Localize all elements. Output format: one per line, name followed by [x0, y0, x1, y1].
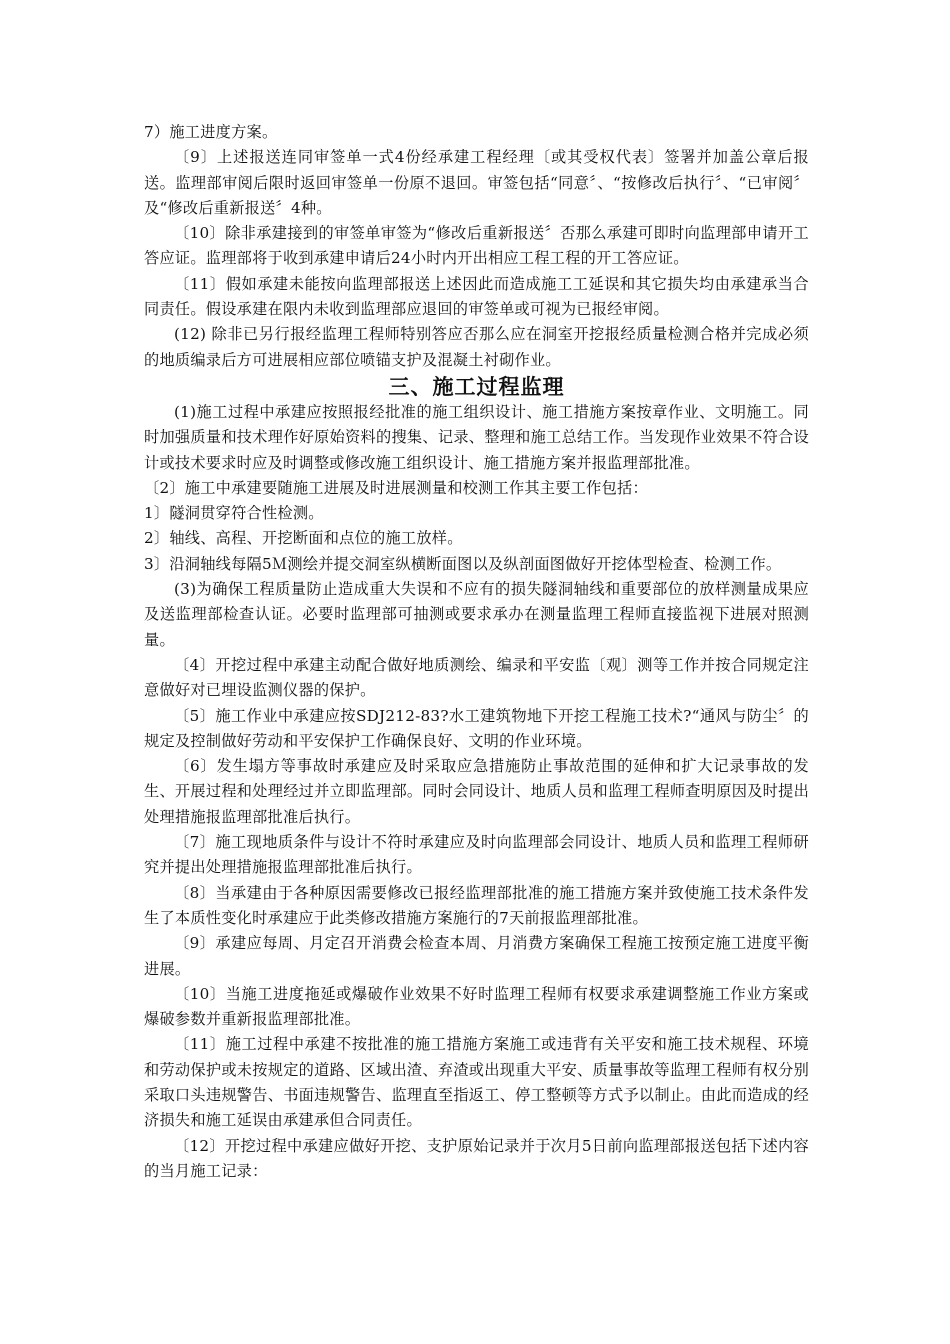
paragraph: 〔11〕假如承建未能按向监理部报送上述因此而造成施工工延误和其它损失均由承建承当合同责任。假设承建在限内未收到监理部应退回的审签单或可视为已报经审阅。 — [144, 274, 809, 319]
paragraph: 〔9〕承建应每周、月定召开消费会检查本周、月消费方案确保工程施工按预定施工进度平衡进展。 — [144, 934, 809, 978]
paragraph: 〔5〕施工作业中承建应按SDJ212-83?水工建筑物地下开挖工程施工技术?“通风与防尘〞的规定及控制做好劳动和平安保护工作确保良好、文明的作业环境。 — [144, 706, 809, 750]
paragraph: 〔11〕施工过程中承建不按批准的施工措施方案施工或违背有关平安和施工技术规程、环境和劳动保护或未按规定的道路、区域出渣、弃渣或出现重大平安、质量事故等监理工程师有权分别采取口头违规警告、书面违规警告、监理直至指返工、停工整顿等方式予以制止。由此而造成的经济损失和施工延误由承建承但合同责任。 — [144, 1035, 809, 1130]
paragraph: 〔4〕开挖过程中承建主动配合做好地质测绘、编录和平安监〔观〕测等工作并按合同规定注意做好对已埋设监测仪器的保护。 — [144, 655, 809, 700]
paragraph: 〔10〕当施工进度拖延或爆破作业效果不好时监理工程师有权要求承建调整施工作业方案或爆破参数并重新报监理部批准。 — [144, 984, 809, 1029]
paragraph: 〔2〕施工中承建要随施工进展及时进展测量和校测工作其主要工作包括： — [144, 478, 648, 497]
paragraph: 〔8〕当承建由于各种原因需要修改已报经监理部批准的施工措施方案并致使施工技术条件发生了本质性变化时承建应于此类修改措施方案施行的7天前报监理部批准。 — [144, 883, 809, 927]
paragraph: 〔9〕上述报送连同审签单一式4份经承建工程经理〔或其受权代表〕签署并加盖公章后报送。监理部审阅后限时返回审签单一份原不退回。审签包括“同意〞、“按修改后执行〞、“已审阅〞及“修改后重新报送〞4种。 — [144, 148, 809, 217]
document-body — [144, 120, 809, 1184]
paragraph: 〔12〕开挖过程中承建应做好开挖、支护原始记录并于次月5日前向监理部报送包括下述内容的当月施工记录： — [144, 1136, 809, 1180]
paragraph: 7）施工进度方案。 — [144, 123, 278, 141]
list-item: 2〕轴线、高程、开挖断面和点位的施工放样。 — [144, 529, 463, 548]
paragraph: 〔7〕施工现地质条件与设计不符时承建应及时向监理部会同设计、地质人员和监理工程师研究并提出处理措施报监理部批准后执行。 — [144, 833, 809, 877]
paragraph: 〔10〕除非承建接到的审签单审签为“修改后重新报送〞否那么承建可即时向监理部申请开工答应证。监理部将于收到承建申请后24小时内开出相应工程工程的开工答应证。 — [144, 224, 809, 268]
paragraph: (1)施工过程中承建应按照报经批准的施工组织设计、施工措施方案按章作业、文明施工。同时加强质量和技术理作好原始资料的搜集、记录、整理和施工总结工作。当发现作业效果不符合设计或技术要求时应及时调整或修改施工组织设计、施工措施方案并报监理部批准。 — [144, 402, 809, 472]
list-item: 1〕隧洞贯穿符合性检测。 — [144, 504, 324, 523]
paragraph: (12) 除非已另行报经监理工程师特别答应否那么应在洞室开挖报经质量检测合格并完成必须的地质编录后方可进展相应部位喷锚支护及混凝土衬砌作业。 — [144, 325, 809, 369]
list-item: 3〕沿洞轴线每隔5Ｍ测绘并提交洞室纵横断面图以及纵剖面图做好开挖体型检查、检测工作。 — [144, 554, 782, 573]
section-heading: 三、施工过程监理 — [388, 373, 565, 399]
paragraph: 〔6〕发生塌方等事故时承建应及时采取应急措施防止事故范围的延伸和扩大记录事故的发生、开展过程和处理经过并立即监理部。同时会同设计、地质人员和监理工程师查明原因及时提出处理措施报监理部批准后执行。 — [144, 757, 809, 826]
paragraph: (3)为确保工程质量防止造成重大失误和不应有的损失隧洞轴线和重要部位的放样测量成果应及送监理部检查认证。必要时监理部可抽测或要求承办在测量监理工程师直接监视下进展对照测量。 — [144, 580, 809, 649]
